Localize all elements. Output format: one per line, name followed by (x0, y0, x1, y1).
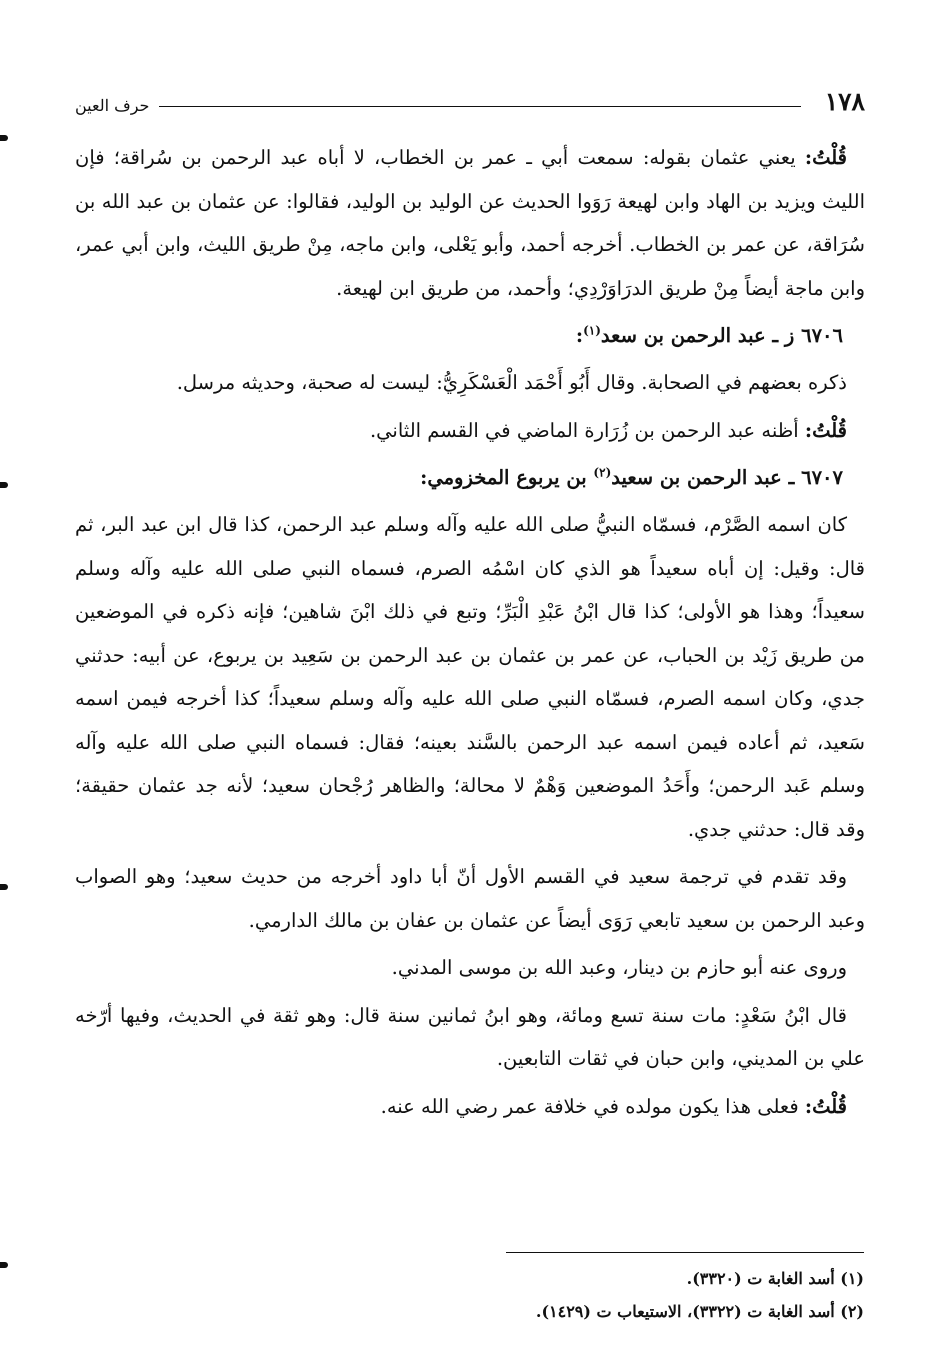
paragraph (75, 136, 865, 310)
paragraph (75, 409, 865, 453)
entry-heading (75, 314, 865, 357)
paragraph: كان اسمه الصَّرْم، فسمّاه النبيُّ صلى الله عليه وآله وسلم عبد الرحمن، كذا قال ابن عبد البر، ثم قال: وقيل: إن أباه سعيداً هو الذي كان اسْمُه الصرم، فسماه النبي صلى الله عليه وآله وسلم سعيداً؛ وهذا هو الأولى؛ كذا قال ابْنُ عَبْدِ الْبَرِّ؛ وتبع في ذلك ابْنَ شاهين؛ فإنه ذكره في الموضعين من طريق زَيْد بن الحباب، عن عمر بن عثمان بن عبد الرحمن بن سَعِيد بن يربوع، عن أبيه: حدثني جدي، وكان اسمه الصرم، فسمّاه النبي صلى الله عليه وآله وسلم سعيداً؛ كذا أخرجه فيمن اسمه سَعيد، ثم أعاده فيمن اسمه عبد الرحمن بالسَّند بعينه؛ فقال: فسماه النبي صلى الله عليه وآله وسلم عَبد الرحمن؛ وأَحَدُ الموضعين وَهْمٌ لا محالة؛ والظاهر رُجْحان سعيد؛ لأنه جد عثمان حقيقة؛ وقد قال: حدثني جدي. (75, 513, 865, 841)
paragraph-text: يعني عثمان بقوله: سمعت أبي ـ عمر بن الخطاب، لا أباه عبد الرحمن بن سُراقة؛ فإن الليث ويزيد بن الهاد وابن لهيعة رَوَوا الحديث عن الوليد بن الوليد، فقالوا: عن عثمان بن عبد الله بن سُرَاقة، عن عمر بن الخطاب. أخرجه أحمد، وأبو يَعْلى، وابن ماجه، مِنْ طريق الليث، وابن أبي عمر، وابن ماجة أيضاً مِنْ طريق الدرَاوَرْدِي؛ وأحمد، من طريق ابن لهيعة. (75, 146, 865, 300)
footnotes (164, 1262, 864, 1328)
qultu-label: قُلْتُ: (804, 418, 847, 442)
paragraph: وروى عنه أبو حازم بن دينار، وعبد الله بن موسى المدني. (391, 956, 847, 979)
footnote-item: (١) أسد الغابة ت (٣٣٢٠). (686, 1269, 864, 1288)
entry-title: ٦٧٠٧ ـ عبد الرحمن بن سعيد (611, 466, 843, 489)
paragraph: وقد تقدم في ترجمة سعيد في القسم الأول أنّ أبا داود أخرجه من حديث سعيد؛ وهو الصواب وعبد الرحمن بن سعيد تابعي رَوَى أيضاً عن عثمان بن عفان بن مالك الدارمي. (75, 865, 865, 932)
entry-title: ٦٧٠٦ ز ـ عبد الرحمن بن سعد (600, 324, 843, 347)
scan-edge-mark (0, 1262, 8, 1268)
qultu-label: قُلْتُ: (804, 1094, 847, 1118)
footnote-ref: (١) (583, 323, 601, 338)
page-body (75, 80, 865, 1132)
footnote-ref: (٢) (593, 465, 612, 480)
scan-edge-mark (0, 884, 8, 890)
paragraph: ذكره بعضهم في الصحابة. وقال أَبُو أَحْمَد الْعَسْكَرِيُّ: ليست له صحبة، وحديثه مرسل. (176, 371, 847, 394)
qultu-label: قُلْتُ: (804, 146, 847, 169)
paragraph-text: أظنه عبد الرحمن بن زُرَارة الماضي في القسم الثاني. (369, 418, 805, 442)
scan-edge-mark (0, 135, 8, 141)
entry-heading (75, 456, 865, 499)
paragraph-text: فعلى هذا يكون مولده في خلافة عمر رضي الله عنه. (380, 1094, 805, 1118)
header-rule (159, 106, 800, 107)
entry-colon: : (575, 324, 584, 347)
footnote-item: (٢) أسد الغابة ت (٣٣٢٢)، الاستيعاب ت (١٤٢٩). (535, 1302, 864, 1321)
page-header (75, 80, 865, 114)
running-title: حرف العين (75, 96, 150, 115)
scan-edge-mark (0, 482, 8, 488)
footnote-rule (506, 1252, 864, 1253)
paragraph (75, 1085, 865, 1129)
entry-title-rest: بن يربوع المخزومي: (420, 466, 594, 489)
paragraph: قال ابْنُ سَعْدٍ: مات سنة تسع ومائة، وهو ابنُ ثمانين سنة قال: وهو ثقة في الحديث، وفيها أرّخه علي بن المديني، وابن حبان في ثقات التابعين. (75, 1003, 865, 1070)
page-number: ١٧٨ (824, 87, 865, 116)
